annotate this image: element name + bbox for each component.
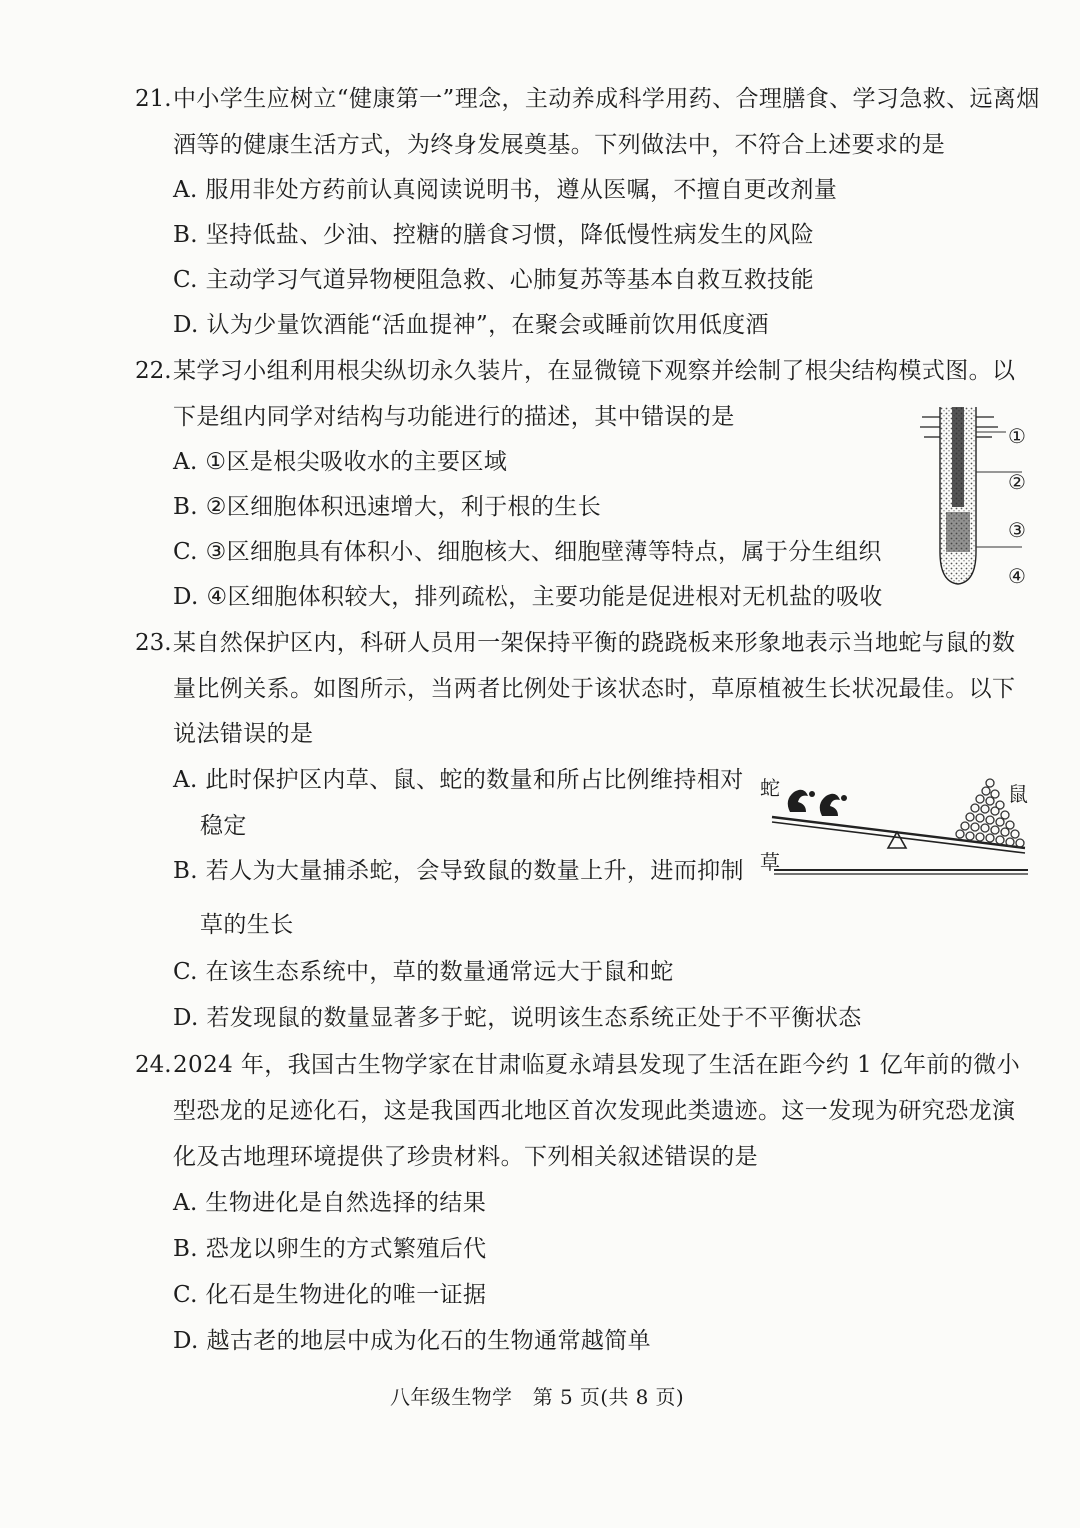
q23-option-c: C. 在该生态系统中，草的数量通常远大于鼠和蛇 — [173, 959, 674, 985]
page-footer: 八年级生物学 第 5 页(共 8 页) — [390, 1385, 685, 1409]
root-label-3: ③ — [1008, 518, 1026, 542]
q24-option-d: D. 越古老的地层中成为化石的生物通常越简单 — [173, 1328, 652, 1354]
q24-stem-line3: 化及古地理环境提供了珍贵材料。下列相关叙述错误的是 — [173, 1144, 758, 1170]
q24-number: 24. — [135, 1052, 172, 1078]
q22-stem-line1: 某学习小组利用根尖纵切永久装片，在显微镜下观察并绘制了根尖结构模式图。以 — [173, 358, 1016, 384]
seesaw-figure — [760, 770, 1035, 880]
q23-option-b-cont: 草的生长 — [200, 912, 294, 938]
q21-option-a: A. 服用非处方药前认真阅读说明书，遵从医嘱，不擅自更改剂量 — [173, 177, 838, 203]
q22-option-c: C. ③区细胞具有体积小、细胞核大、细胞壁薄等特点，属于分生组织 — [173, 539, 882, 565]
seesaw-label-snake: 蛇 — [760, 776, 780, 800]
q22-number: 22. — [135, 358, 172, 384]
q24-option-a: A. 生物进化是自然选择的结果 — [173, 1190, 487, 1216]
q23-option-d: D. 若发现鼠的数量显著多于蛇，说明该生态系统正处于不平衡状态 — [173, 1005, 862, 1031]
q21-option-d: D. 认为少量饮酒能“活血提神”，在聚会或睡前饮用低度酒 — [173, 312, 769, 338]
root-label-2: ② — [1008, 470, 1026, 494]
seesaw-label-mouse: 鼠 — [1008, 782, 1028, 806]
q23-option-a: A. 此时保护区内草、鼠、蛇的数量和所占比例维持相对 — [173, 767, 744, 793]
root-label-1: ① — [1008, 424, 1026, 448]
q24-stem-line2: 型恐龙的足迹化石，这是我国西北地区首次发现此类遗迹。这一发现为研究恐龙演 — [173, 1098, 1016, 1124]
q22-option-a: A. ①区是根尖吸收水的主要区域 — [173, 449, 508, 475]
seesaw-label-grass: 草 — [760, 850, 780, 874]
q21-option-c: C. 主动学习气道异物梗阻急救、心肺复苏等基本自救互救技能 — [173, 267, 815, 293]
q21-option-b: B. 坚持低盐、少油、控糖的膳食习惯，降低慢性病发生的风险 — [173, 222, 815, 248]
q24-stem-line1: 2024 年，我国古生物学家在甘肃临夏永靖县发现了生活在距今约 1 亿年前的微小 — [173, 1052, 1021, 1078]
q22-option-d: D. ④区细胞体积较大，排列疏松，主要功能是促进根对无机盐的吸收 — [173, 584, 883, 610]
q24-option-c: C. 化石是生物进化的唯一证据 — [173, 1282, 487, 1308]
q22-option-b: B. ②区细胞体积迅速增大，利于根的生长 — [173, 494, 602, 520]
q21-stem-line2: 酒等的健康生活方式，为终身发展奠基。下列做法中，不符合上述要求的是 — [173, 132, 946, 158]
q23-option-b: B. 若人为大量捕杀蛇，会导致鼠的数量上升，进而抑制 — [173, 858, 744, 884]
q23-stem-line2: 量比例关系。如图所示，当两者比例处于该状态时，草原植被生长状况最佳。以下 — [173, 676, 1016, 702]
q24-option-b: B. 恐龙以卵生的方式繁殖后代 — [173, 1236, 487, 1262]
q23-stem-line3: 说法错误的是 — [173, 721, 314, 747]
q23-option-a-cont: 稳定 — [200, 813, 247, 839]
q21-stem-line1: 中小学生应树立“健康第一”理念，主动养成科学用药、合理膳食、学习急救、远离烟 — [173, 86, 1040, 112]
q22-stem-line2: 下是组内同学对结构与功能进行的描述，其中错误的是 — [173, 404, 735, 430]
q23-number: 23. — [135, 630, 172, 656]
q23-stem-line1: 某自然保护区内，科研人员用一架保持平衡的跷跷板来形象地表示当地蛇与鼠的数 — [173, 630, 1016, 656]
q21-number: 21. — [135, 86, 172, 112]
root-label-4: ④ — [1008, 564, 1026, 588]
